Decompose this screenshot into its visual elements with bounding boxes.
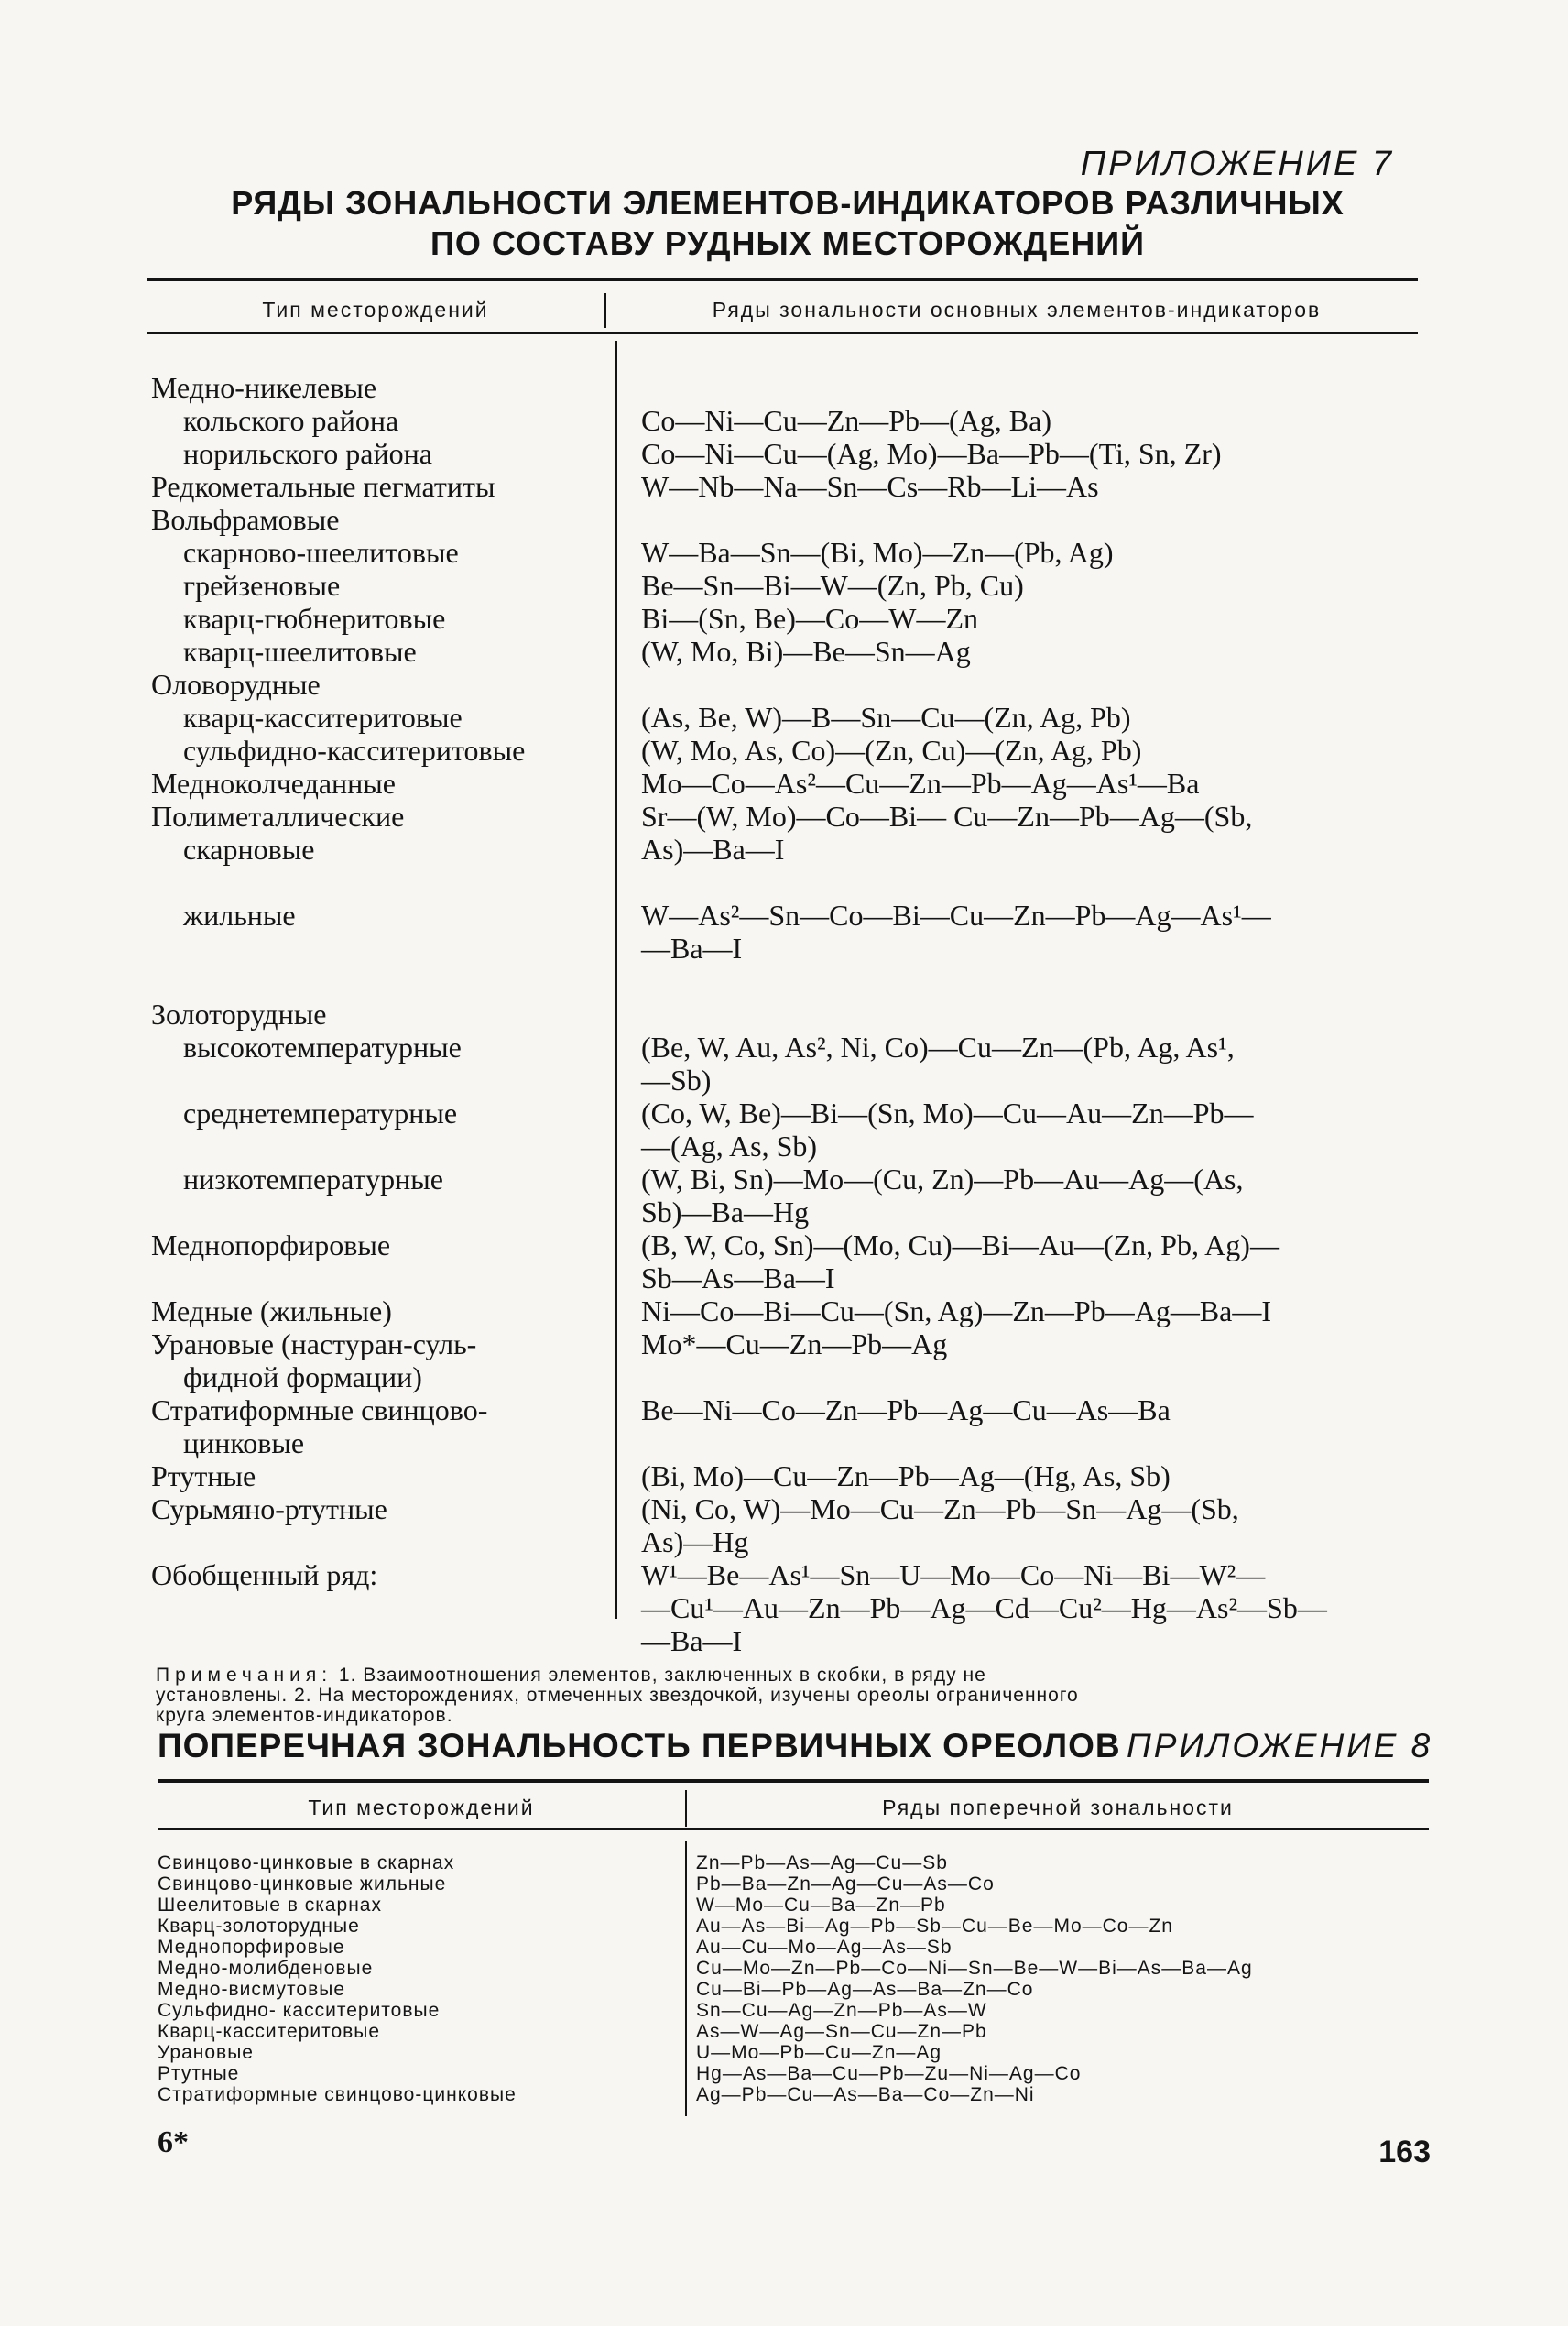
table-row: [0, 2042, 1568, 2063]
appendix-8-title: ПОПЕРЕЧНАЯ ЗОНАЛЬНОСТЬ ПЕРВИЧНЫХ ОРЕОЛОВ: [158, 1727, 1121, 1764]
table-row: [0, 767, 1568, 800]
row-type: среднетемпературные: [183, 1097, 458, 1130]
table-row: [0, 1937, 1568, 1958]
row-type: жильные: [183, 899, 296, 932]
row-type: Урановые: [158, 2042, 254, 2063]
table-row: [0, 1064, 1568, 1097]
row-series: (Ni, Co, W)—Mo—Cu—Zn—Pb—Sn—Ag—(Sb,: [641, 1492, 1239, 1525]
table-row: [0, 734, 1568, 767]
row-type: Полиметаллические: [151, 800, 405, 833]
row-series: Sb)—Ba—Hg: [641, 1196, 810, 1229]
row-type: кварц-гюбнеритовые: [183, 602, 446, 635]
row-series: Mo*—Cu—Zn—Pb—Ag: [641, 1327, 948, 1360]
table-row: [0, 2063, 1568, 2084]
table-2-col-type-header: Тип месторождений: [308, 1796, 535, 1819]
table-row: [0, 1979, 1568, 2000]
row-type: фидной формации): [183, 1360, 422, 1393]
table-row: [0, 569, 1568, 602]
row-type: Сурьмяно-ртутные: [151, 1492, 387, 1525]
signature-mark: 6*: [158, 2125, 189, 2159]
row-series: (As, Be, W)—B—Sn—Cu—(Zn, Ag, Pb): [641, 701, 1131, 734]
row-series: Be—Ni—Co—Zn—Pb—Ag—Cu—As—Ba: [641, 1393, 1171, 1426]
appendix-7-label: ПРИЛОЖЕНИЕ 7: [1080, 145, 1394, 183]
row-type: Стратиформные свинцово-цинковые: [158, 2084, 517, 2105]
row-type: Медно-молибденовые: [158, 1958, 374, 1979]
row-type: Кварц-касситеритовые: [158, 2021, 381, 2042]
row-series: Au—As—Bi—Ag—Pb—Sb—Cu—Be—Mo—Co—Zn: [696, 1916, 1173, 1937]
table-row: [0, 1852, 1568, 1873]
row-series: Mo—Co—As²—Cu—Zn—Pb—Ag—As¹—Ba: [641, 767, 1200, 800]
row-series: Ni—Co—Bi—Cu—(Sn, Ag)—Zn—Pb—Ag—Ba—I: [641, 1294, 1272, 1327]
row-type: Шеелитовые в скарнах: [158, 1895, 382, 1916]
row-type: Медно-висмутовые: [158, 1979, 346, 2000]
table-row: [0, 1895, 1568, 1916]
row-series: W—As²—Sn—Co—Bi—Cu—Zn—Pb—Ag—As¹—: [641, 899, 1271, 932]
table-1-header-rule: [147, 332, 1418, 334]
row-series: —Ba—I: [641, 1624, 743, 1657]
notes-line-2: установлены. 2. На месторождениях, отмеченных звездочкой, изучены ореолы ограниченного: [156, 1685, 1079, 1706]
table-row: [0, 1031, 1568, 1064]
table-row: [0, 1163, 1568, 1196]
row-type: Меднопорфировые: [158, 1937, 345, 1958]
row-type: скарновые: [183, 833, 315, 866]
appendix-7-title-line-1: РЯДЫ ЗОНАЛЬНОСТИ ЭЛЕМЕНТОВ-ИНДИКАТОРОВ РАЗЛИЧНЫХ: [231, 184, 1345, 222]
row-series: —Sb): [641, 1064, 712, 1097]
row-series: (Bi, Mo)—Cu—Zn—Pb—Ag—(Hg, As, Sb): [641, 1459, 1171, 1492]
row-type: Кварц-золоторудные: [158, 1916, 360, 1937]
row-type: норильского района: [183, 437, 432, 470]
row-type: Медные (жильные): [151, 1294, 392, 1327]
row-series: U—Mo—Pb—Cu—Zn—Ag: [696, 2042, 942, 2063]
row-series: As—W—Ag—Sn—Cu—Zn—Pb: [696, 2021, 987, 2042]
row-series: W¹—Be—As¹—Sn—U—Mo—Co—Ni—Bi—W²—: [641, 1558, 1266, 1591]
table-1-notes: [156, 1665, 1429, 1726]
row-type: Урановые (настуран-суль-: [151, 1327, 477, 1360]
table-row: [0, 536, 1568, 569]
table-row: [0, 1261, 1568, 1294]
table-2-header-rule: [158, 1828, 1429, 1830]
row-series: Sb—As—Ba—I: [641, 1261, 835, 1294]
table-row: [0, 1492, 1568, 1525]
notes-label: Примечания:: [156, 1665, 333, 1686]
row-series: Cu—Mo—Zn—Pb—Co—Ni—Sn—Be—W—Bi—As—Ba—Ag: [696, 1958, 1253, 1979]
table-row: [0, 1360, 1568, 1393]
table-row: [0, 1229, 1568, 1261]
table-row: [0, 635, 1568, 668]
row-series: Pb—Ba—Zn—Ag—Cu—As—Co: [696, 1873, 995, 1895]
table-row: [0, 833, 1568, 866]
row-series: Hg—As—Ba—Cu—Pb—Zu—Ni—Ag—Co: [696, 2063, 1082, 2084]
row-series: —Ba—I: [641, 932, 743, 965]
row-type: Стратиформные свинцово-: [151, 1393, 488, 1426]
row-series: Co—Ni—Cu—Zn—Pb—(Ag, Ba): [641, 404, 1051, 437]
row-series: —Cu¹—Au—Zn—Pb—Ag—Cd—Cu²—Hg—As²—Sb—: [641, 1591, 1327, 1624]
table-row: [0, 800, 1568, 833]
row-type: сульфидно-касситеритовые: [183, 734, 526, 767]
table-row: [0, 2021, 1568, 2042]
row-type: кольского района: [183, 404, 399, 437]
row-type: кварц-касситеритовые: [183, 701, 463, 734]
row-series: Sn—Cu—Ag—Zn—Pb—As—W: [696, 2000, 987, 2021]
row-series: (Co, W, Be)—Bi—(Sn, Mo)—Cu—Au—Zn—Pb—: [641, 1097, 1254, 1130]
row-type: высокотемпературные: [183, 1031, 462, 1064]
table-row: [0, 2000, 1568, 2021]
table-row: [0, 1558, 1568, 1591]
notes-line-1: 1. Взаимоотношения элементов, заключенных в скобки, в ряду не: [332, 1665, 986, 1686]
row-type: цинковые: [183, 1426, 305, 1459]
table-row: [0, 1873, 1568, 1895]
row-type: Медноколчеданные: [151, 767, 396, 800]
row-type: Обобщенный ряд:: [151, 1558, 378, 1591]
row-type: кварц-шеелитовые: [183, 635, 417, 668]
row-series: Bi—(Sn, Be)—Co—W—Zn: [641, 602, 978, 635]
table-row: [0, 1591, 1568, 1624]
row-type: Редкометальные пегматиты: [151, 470, 495, 503]
row-series: As)—Ba—I: [641, 833, 785, 866]
table-row: [0, 1916, 1568, 1937]
row-type: Ртутные: [151, 1459, 256, 1492]
table-1-col-series-header: Ряды зональности основных элементов-индикаторов: [712, 298, 1322, 322]
table-row: [0, 668, 1568, 701]
row-series: W—Nb—Na—Sn—Cs—Rb—Li—As: [641, 470, 1099, 503]
row-series: W—Mo—Cu—Ba—Zn—Pb: [696, 1895, 946, 1916]
row-type: Вольфрамовые: [151, 503, 340, 536]
page-number: 163: [1378, 2135, 1431, 2169]
row-series: —(Ag, As, Sb): [641, 1130, 818, 1163]
table-row: [0, 1426, 1568, 1459]
table-row: [0, 1294, 1568, 1327]
row-series: W—Ba—Sn—(Bi, Mo)—Zn—(Pb, Ag): [641, 536, 1114, 569]
table-row: [0, 998, 1568, 1031]
row-type: грейзеновые: [183, 569, 341, 602]
table-row: [0, 1196, 1568, 1229]
table-row: [0, 899, 1568, 932]
row-series: (Be, W, Au, As², Ni, Co)—Cu—Zn—(Pb, Ag, As¹,: [641, 1031, 1235, 1064]
notes-line-3: круга элементов-индикаторов.: [156, 1705, 453, 1726]
table-row: [0, 437, 1568, 470]
row-type: Медно-никелевые: [151, 371, 377, 404]
row-type: скарново-шеелитовые: [183, 536, 459, 569]
appendix-7-title-line-2: ПО СОСТАВУ РУДНЫХ МЕСТОРОЖДЕНИЙ: [430, 224, 1146, 262]
row-series: Au—Cu—Mo—Ag—As—Sb: [696, 1937, 953, 1958]
row-series: (W, Mo, Bi)—Be—Sn—Ag: [641, 635, 971, 668]
table-row: [0, 1958, 1568, 1979]
table-row: [0, 1130, 1568, 1163]
row-type: Свинцово-цинковые в скарнах: [158, 1852, 455, 1873]
appendix-8-label: ПРИЛОЖЕНИЕ 8: [1127, 1727, 1433, 1764]
table-2-col-series-header: Ряды поперечной зональности: [882, 1796, 1234, 1819]
table-row: [0, 1393, 1568, 1426]
row-type: Оловорудные: [151, 668, 321, 701]
table-row: [0, 503, 1568, 536]
row-series: Sr—(W, Mo)—Co—Bi— Cu—Zn—Pb—Ag—(Sb,: [641, 800, 1253, 833]
row-type: Золоторудные: [151, 998, 327, 1031]
table-row: [0, 1525, 1568, 1558]
row-series: (W, Mo, As, Co)—(Zn, Cu)—(Zn, Ag, Pb): [641, 734, 1142, 767]
row-series: As)—Hg: [641, 1525, 749, 1558]
row-type: Ртутные: [158, 2063, 240, 2084]
table-1-top-rule: [147, 278, 1418, 281]
row-series: Zn—Pb—As—Ag—Cu—Sb: [696, 1852, 948, 1873]
table-row: [0, 470, 1568, 503]
row-type: Меднопорфировые: [151, 1229, 391, 1261]
table-row: [0, 1327, 1568, 1360]
table-row: [0, 932, 1568, 965]
table-1-header-divider: [604, 293, 606, 328]
table-row: [0, 1624, 1568, 1657]
row-series: (B, W, Co, Sn)—(Mo, Cu)—Bi—Au—(Zn, Pb, Ag)—: [641, 1229, 1279, 1261]
row-series: (W, Bi, Sn)—Mo—(Cu, Zn)—Pb—Au—Ag—(As,: [641, 1163, 1244, 1196]
table-row: [0, 1097, 1568, 1130]
table-row: [0, 701, 1568, 734]
row-series: Co—Ni—Cu—(Ag, Mo)—Ba—Pb—(Ti, Sn, Zr): [641, 437, 1222, 470]
table-row: [0, 371, 1568, 404]
table-row: [0, 404, 1568, 437]
row-series: Cu—Bi—Pb—Ag—As—Ba—Zn—Co: [696, 1979, 1034, 2000]
row-type: низкотемпературные: [183, 1163, 443, 1196]
table-row: [0, 2084, 1568, 2105]
row-type: Сульфидно- касситеритовые: [158, 2000, 441, 2021]
table-1-col-type-header: Тип месторождений: [262, 298, 489, 322]
table-row: [0, 1459, 1568, 1492]
row-series: Ag—Pb—Cu—As—Ba—Co—Zn—Ni: [696, 2084, 1035, 2105]
table-row: [0, 602, 1568, 635]
row-type: Свинцово-цинковые жильные: [158, 1873, 447, 1895]
table-2-top-rule: [158, 1779, 1429, 1783]
row-series: Be—Sn—Bi—W—(Zn, Pb, Cu): [641, 569, 1024, 602]
